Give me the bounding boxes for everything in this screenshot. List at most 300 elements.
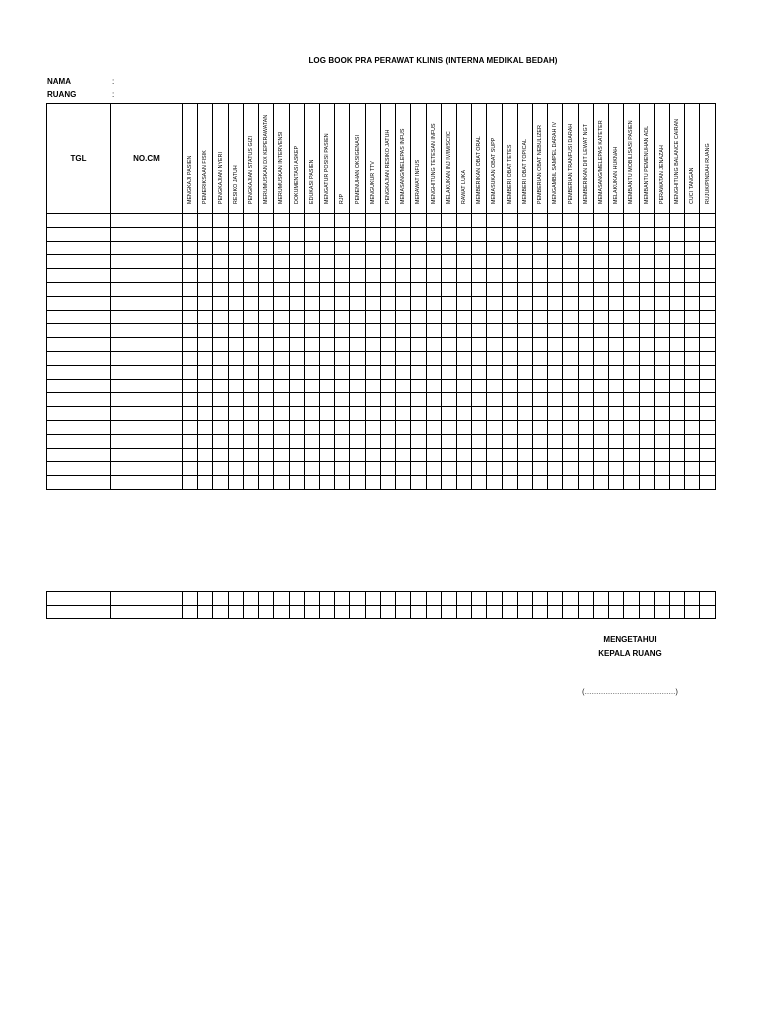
table-cell[interactable] xyxy=(274,296,289,310)
table-cell[interactable] xyxy=(380,214,395,228)
table-cell[interactable] xyxy=(456,324,471,338)
table-cell[interactable] xyxy=(548,379,563,393)
table-cell[interactable] xyxy=(517,379,532,393)
table-cell[interactable] xyxy=(243,448,258,462)
table-cell[interactable] xyxy=(533,420,548,434)
table-cell[interactable] xyxy=(350,462,365,476)
table-cell[interactable] xyxy=(670,296,685,310)
table-cell[interactable] xyxy=(700,338,715,352)
table-cell[interactable] xyxy=(502,592,517,606)
table-cell[interactable] xyxy=(578,434,593,448)
table-cell[interactable] xyxy=(426,338,441,352)
table-cell[interactable] xyxy=(578,351,593,365)
table-cell[interactable] xyxy=(213,324,228,338)
table-cell[interactable] xyxy=(183,241,198,255)
table-cell[interactable] xyxy=(487,592,502,606)
table-cell[interactable] xyxy=(533,592,548,606)
table-cell[interactable] xyxy=(700,282,715,296)
table-cell[interactable] xyxy=(47,462,111,476)
table-cell[interactable] xyxy=(228,255,243,269)
table-cell[interactable] xyxy=(198,605,213,619)
table-cell[interactable] xyxy=(319,296,334,310)
table-cell[interactable] xyxy=(533,282,548,296)
table-cell[interactable] xyxy=(441,269,456,283)
table-cell[interactable] xyxy=(441,434,456,448)
table-cell[interactable] xyxy=(183,462,198,476)
table-cell[interactable] xyxy=(441,227,456,241)
table-cell[interactable] xyxy=(654,282,669,296)
table-cell[interactable] xyxy=(396,379,411,393)
table-cell[interactable] xyxy=(289,365,304,379)
table-cell[interactable] xyxy=(624,227,639,241)
table-cell[interactable] xyxy=(411,462,426,476)
table-cell[interactable] xyxy=(274,324,289,338)
table-cell[interactable] xyxy=(380,592,395,606)
table-cell[interactable] xyxy=(243,296,258,310)
table-cell[interactable] xyxy=(47,255,111,269)
table-cell[interactable] xyxy=(411,420,426,434)
table-cell[interactable] xyxy=(456,310,471,324)
table-cell[interactable] xyxy=(456,448,471,462)
table-cell[interactable] xyxy=(670,462,685,476)
table-cell[interactable] xyxy=(533,365,548,379)
table-cell[interactable] xyxy=(274,310,289,324)
table-cell[interactable] xyxy=(243,592,258,606)
table-cell[interactable] xyxy=(426,462,441,476)
table-cell[interactable] xyxy=(335,296,350,310)
table-cell[interactable] xyxy=(319,227,334,241)
table-cell[interactable] xyxy=(700,214,715,228)
table-cell[interactable] xyxy=(563,296,578,310)
table-cell[interactable] xyxy=(259,393,274,407)
table-cell[interactable] xyxy=(335,434,350,448)
table-cell[interactable] xyxy=(670,351,685,365)
table-cell[interactable] xyxy=(593,605,608,619)
table-cell[interactable] xyxy=(700,407,715,421)
table-cell[interactable] xyxy=(380,282,395,296)
table-cell[interactable] xyxy=(304,393,319,407)
table-cell[interactable] xyxy=(319,393,334,407)
table-cell[interactable] xyxy=(365,324,380,338)
table-cell[interactable] xyxy=(472,338,487,352)
table-cell[interactable] xyxy=(487,255,502,269)
table-cell[interactable] xyxy=(441,214,456,228)
table-cell[interactable] xyxy=(563,393,578,407)
table-cell[interactable] xyxy=(624,296,639,310)
table-cell[interactable] xyxy=(213,365,228,379)
table-cell[interactable] xyxy=(548,241,563,255)
table-cell[interactable] xyxy=(198,420,213,434)
table-cell[interactable] xyxy=(350,282,365,296)
table-cell[interactable] xyxy=(47,351,111,365)
table-cell[interactable] xyxy=(578,476,593,490)
table-cell[interactable] xyxy=(274,255,289,269)
table-cell[interactable] xyxy=(533,448,548,462)
table-cell[interactable] xyxy=(487,462,502,476)
table-cell[interactable] xyxy=(609,214,624,228)
table-cell[interactable] xyxy=(380,605,395,619)
table-cell[interactable] xyxy=(517,296,532,310)
table-cell[interactable] xyxy=(365,407,380,421)
table-cell[interactable] xyxy=(365,605,380,619)
table-cell[interactable] xyxy=(274,214,289,228)
table-cell[interactable] xyxy=(259,296,274,310)
table-cell[interactable] xyxy=(213,214,228,228)
table-cell[interactable] xyxy=(472,448,487,462)
table-cell[interactable] xyxy=(624,282,639,296)
table-cell[interactable] xyxy=(578,241,593,255)
table-cell[interactable] xyxy=(243,434,258,448)
table-cell[interactable] xyxy=(578,310,593,324)
table-cell[interactable] xyxy=(380,338,395,352)
table-cell[interactable] xyxy=(639,338,654,352)
table-cell[interactable] xyxy=(533,338,548,352)
table-cell[interactable] xyxy=(593,324,608,338)
table-cell[interactable] xyxy=(578,393,593,407)
table-cell[interactable] xyxy=(365,338,380,352)
table-cell[interactable] xyxy=(700,296,715,310)
table-cell[interactable] xyxy=(213,338,228,352)
table-cell[interactable] xyxy=(335,462,350,476)
table-cell[interactable] xyxy=(578,592,593,606)
table-cell[interactable] xyxy=(456,227,471,241)
table-cell[interactable] xyxy=(213,407,228,421)
table-cell[interactable] xyxy=(380,324,395,338)
table-cell[interactable] xyxy=(411,324,426,338)
table-cell[interactable] xyxy=(198,227,213,241)
table-cell[interactable] xyxy=(289,338,304,352)
table-cell[interactable] xyxy=(319,462,334,476)
table-cell[interactable] xyxy=(639,592,654,606)
table-cell[interactable] xyxy=(365,476,380,490)
table-cell[interactable] xyxy=(304,310,319,324)
table-cell[interactable] xyxy=(243,393,258,407)
table-cell[interactable] xyxy=(259,214,274,228)
table-cell[interactable] xyxy=(228,605,243,619)
table-cell[interactable] xyxy=(228,462,243,476)
table-cell[interactable] xyxy=(47,227,111,241)
table-cell[interactable] xyxy=(533,393,548,407)
table-cell[interactable] xyxy=(441,462,456,476)
table-cell[interactable] xyxy=(350,214,365,228)
table-cell[interactable] xyxy=(411,241,426,255)
table-cell[interactable] xyxy=(670,365,685,379)
table-cell[interactable] xyxy=(426,310,441,324)
table-cell[interactable] xyxy=(47,282,111,296)
table-cell[interactable] xyxy=(350,241,365,255)
table-cell[interactable] xyxy=(335,351,350,365)
table-cell[interactable] xyxy=(213,393,228,407)
table-cell[interactable] xyxy=(243,269,258,283)
table-cell[interactable] xyxy=(304,241,319,255)
table-cell[interactable] xyxy=(111,227,183,241)
table-cell[interactable] xyxy=(350,255,365,269)
table-cell[interactable] xyxy=(198,365,213,379)
table-cell[interactable] xyxy=(548,227,563,241)
table-cell[interactable] xyxy=(396,351,411,365)
table-cell[interactable] xyxy=(111,241,183,255)
table-cell[interactable] xyxy=(548,310,563,324)
table-cell[interactable] xyxy=(472,296,487,310)
table-cell[interactable] xyxy=(593,241,608,255)
table-cell[interactable] xyxy=(111,407,183,421)
table-cell[interactable] xyxy=(396,338,411,352)
table-cell[interactable] xyxy=(396,393,411,407)
table-cell[interactable] xyxy=(365,227,380,241)
table-cell[interactable] xyxy=(274,282,289,296)
table-cell[interactable] xyxy=(441,351,456,365)
table-cell[interactable] xyxy=(243,255,258,269)
table-cell[interactable] xyxy=(411,310,426,324)
table-cell[interactable] xyxy=(654,310,669,324)
table-cell[interactable] xyxy=(502,379,517,393)
table-cell[interactable] xyxy=(243,310,258,324)
table-cell[interactable] xyxy=(548,255,563,269)
table-cell[interactable] xyxy=(624,379,639,393)
table-cell[interactable] xyxy=(700,592,715,606)
table-cell[interactable] xyxy=(274,605,289,619)
table-cell[interactable] xyxy=(365,420,380,434)
table-cell[interactable] xyxy=(593,420,608,434)
table-cell[interactable] xyxy=(396,255,411,269)
table-cell[interactable] xyxy=(654,434,669,448)
table-cell[interactable] xyxy=(274,420,289,434)
table-cell[interactable] xyxy=(411,269,426,283)
table-cell[interactable] xyxy=(304,338,319,352)
table-cell[interactable] xyxy=(548,282,563,296)
table-cell[interactable] xyxy=(654,462,669,476)
table-cell[interactable] xyxy=(624,434,639,448)
table-cell[interactable] xyxy=(259,448,274,462)
table-cell[interactable] xyxy=(111,338,183,352)
table-cell[interactable] xyxy=(548,324,563,338)
table-cell[interactable] xyxy=(213,420,228,434)
table-cell[interactable] xyxy=(47,365,111,379)
table-cell[interactable] xyxy=(335,379,350,393)
table-cell[interactable] xyxy=(213,351,228,365)
table-cell[interactable] xyxy=(502,227,517,241)
table-cell[interactable] xyxy=(441,255,456,269)
table-cell[interactable] xyxy=(396,310,411,324)
table-cell[interactable] xyxy=(304,605,319,619)
table-cell[interactable] xyxy=(198,214,213,228)
table-cell[interactable] xyxy=(517,324,532,338)
table-cell[interactable] xyxy=(198,379,213,393)
table-cell[interactable] xyxy=(472,214,487,228)
table-cell[interactable] xyxy=(639,407,654,421)
table-cell[interactable] xyxy=(456,282,471,296)
table-cell[interactable] xyxy=(472,420,487,434)
table-cell[interactable] xyxy=(685,592,700,606)
table-cell[interactable] xyxy=(183,448,198,462)
table-cell[interactable] xyxy=(380,379,395,393)
table-cell[interactable] xyxy=(228,448,243,462)
table-cell[interactable] xyxy=(289,324,304,338)
table-cell[interactable] xyxy=(441,448,456,462)
table-cell[interactable] xyxy=(654,476,669,490)
table-cell[interactable] xyxy=(426,296,441,310)
table-cell[interactable] xyxy=(654,407,669,421)
table-cell[interactable] xyxy=(578,227,593,241)
table-cell[interactable] xyxy=(609,351,624,365)
table-cell[interactable] xyxy=(563,338,578,352)
table-cell[interactable] xyxy=(183,296,198,310)
table-cell[interactable] xyxy=(183,324,198,338)
table-cell[interactable] xyxy=(228,476,243,490)
table-cell[interactable] xyxy=(228,393,243,407)
table-cell[interactable] xyxy=(624,338,639,352)
table-cell[interactable] xyxy=(517,241,532,255)
table-cell[interactable] xyxy=(350,420,365,434)
table-cell[interactable] xyxy=(198,351,213,365)
table-cell[interactable] xyxy=(350,310,365,324)
table-cell[interactable] xyxy=(654,338,669,352)
table-cell[interactable] xyxy=(111,296,183,310)
table-cell[interactable] xyxy=(111,255,183,269)
table-cell[interactable] xyxy=(502,351,517,365)
table-cell[interactable] xyxy=(396,420,411,434)
table-cell[interactable] xyxy=(639,476,654,490)
table-cell[interactable] xyxy=(670,214,685,228)
table-cell[interactable] xyxy=(593,296,608,310)
table-cell[interactable] xyxy=(685,351,700,365)
table-cell[interactable] xyxy=(700,448,715,462)
table-cell[interactable] xyxy=(624,269,639,283)
table-cell[interactable] xyxy=(685,338,700,352)
table-cell[interactable] xyxy=(639,605,654,619)
table-cell[interactable] xyxy=(426,448,441,462)
table-cell[interactable] xyxy=(700,462,715,476)
table-cell[interactable] xyxy=(685,324,700,338)
table-cell[interactable] xyxy=(533,434,548,448)
table-cell[interactable] xyxy=(183,310,198,324)
table-cell[interactable] xyxy=(472,365,487,379)
table-cell[interactable] xyxy=(213,462,228,476)
table-cell[interactable] xyxy=(289,407,304,421)
table-cell[interactable] xyxy=(411,407,426,421)
table-cell[interactable] xyxy=(183,393,198,407)
table-cell[interactable] xyxy=(593,379,608,393)
table-cell[interactable] xyxy=(111,351,183,365)
table-cell[interactable] xyxy=(259,605,274,619)
table-cell[interactable] xyxy=(380,255,395,269)
table-cell[interactable] xyxy=(517,462,532,476)
table-cell[interactable] xyxy=(700,605,715,619)
table-cell[interactable] xyxy=(426,255,441,269)
table-cell[interactable] xyxy=(183,351,198,365)
table-cell[interactable] xyxy=(487,324,502,338)
table-cell[interactable] xyxy=(304,476,319,490)
table-cell[interactable] xyxy=(487,241,502,255)
table-cell[interactable] xyxy=(685,476,700,490)
table-cell[interactable] xyxy=(289,434,304,448)
table-cell[interactable] xyxy=(198,324,213,338)
table-cell[interactable] xyxy=(441,476,456,490)
table-cell[interactable] xyxy=(304,227,319,241)
table-cell[interactable] xyxy=(502,420,517,434)
table-cell[interactable] xyxy=(365,448,380,462)
table-cell[interactable] xyxy=(228,592,243,606)
table-cell[interactable] xyxy=(380,296,395,310)
table-cell[interactable] xyxy=(365,462,380,476)
table-cell[interactable] xyxy=(548,365,563,379)
table-cell[interactable] xyxy=(183,379,198,393)
table-cell[interactable] xyxy=(578,214,593,228)
table-cell[interactable] xyxy=(47,434,111,448)
table-cell[interactable] xyxy=(304,324,319,338)
table-cell[interactable] xyxy=(548,592,563,606)
table-cell[interactable] xyxy=(654,379,669,393)
table-cell[interactable] xyxy=(654,241,669,255)
table-cell[interactable] xyxy=(456,476,471,490)
table-cell[interactable] xyxy=(259,365,274,379)
table-cell[interactable] xyxy=(47,241,111,255)
table-cell[interactable] xyxy=(396,434,411,448)
table-cell[interactable] xyxy=(502,605,517,619)
table-cell[interactable] xyxy=(624,605,639,619)
table-cell[interactable] xyxy=(47,448,111,462)
table-cell[interactable] xyxy=(259,420,274,434)
table-cell[interactable] xyxy=(183,214,198,228)
table-cell[interactable] xyxy=(243,462,258,476)
table-cell[interactable] xyxy=(624,365,639,379)
table-cell[interactable] xyxy=(111,365,183,379)
table-cell[interactable] xyxy=(533,255,548,269)
table-cell[interactable] xyxy=(563,365,578,379)
table-cell[interactable] xyxy=(380,407,395,421)
table-cell[interactable] xyxy=(624,351,639,365)
table-cell[interactable] xyxy=(548,214,563,228)
table-cell[interactable] xyxy=(289,310,304,324)
table-cell[interactable] xyxy=(533,476,548,490)
table-cell[interactable] xyxy=(548,462,563,476)
table-cell[interactable] xyxy=(259,338,274,352)
table-cell[interactable] xyxy=(289,462,304,476)
table-cell[interactable] xyxy=(411,255,426,269)
table-cell[interactable] xyxy=(609,310,624,324)
table-cell[interactable] xyxy=(304,462,319,476)
table-cell[interactable] xyxy=(365,241,380,255)
table-cell[interactable] xyxy=(259,379,274,393)
table-cell[interactable] xyxy=(578,420,593,434)
table-cell[interactable] xyxy=(654,605,669,619)
table-cell[interactable] xyxy=(411,393,426,407)
table-cell[interactable] xyxy=(335,448,350,462)
table-cell[interactable] xyxy=(472,592,487,606)
table-cell[interactable] xyxy=(426,365,441,379)
table-cell[interactable] xyxy=(259,255,274,269)
table-cell[interactable] xyxy=(183,592,198,606)
table-cell[interactable] xyxy=(335,393,350,407)
table-cell[interactable] xyxy=(593,338,608,352)
table-cell[interactable] xyxy=(274,407,289,421)
table-cell[interactable] xyxy=(700,476,715,490)
table-cell[interactable] xyxy=(198,462,213,476)
table-cell[interactable] xyxy=(47,592,111,606)
table-cell[interactable] xyxy=(548,605,563,619)
table-cell[interactable] xyxy=(639,282,654,296)
table-cell[interactable] xyxy=(411,296,426,310)
table-cell[interactable] xyxy=(304,379,319,393)
table-cell[interactable] xyxy=(441,338,456,352)
table-cell[interactable] xyxy=(609,420,624,434)
table-cell[interactable] xyxy=(111,324,183,338)
table-cell[interactable] xyxy=(609,462,624,476)
table-cell[interactable] xyxy=(578,407,593,421)
table-cell[interactable] xyxy=(365,351,380,365)
table-cell[interactable] xyxy=(548,338,563,352)
table-cell[interactable] xyxy=(289,214,304,228)
